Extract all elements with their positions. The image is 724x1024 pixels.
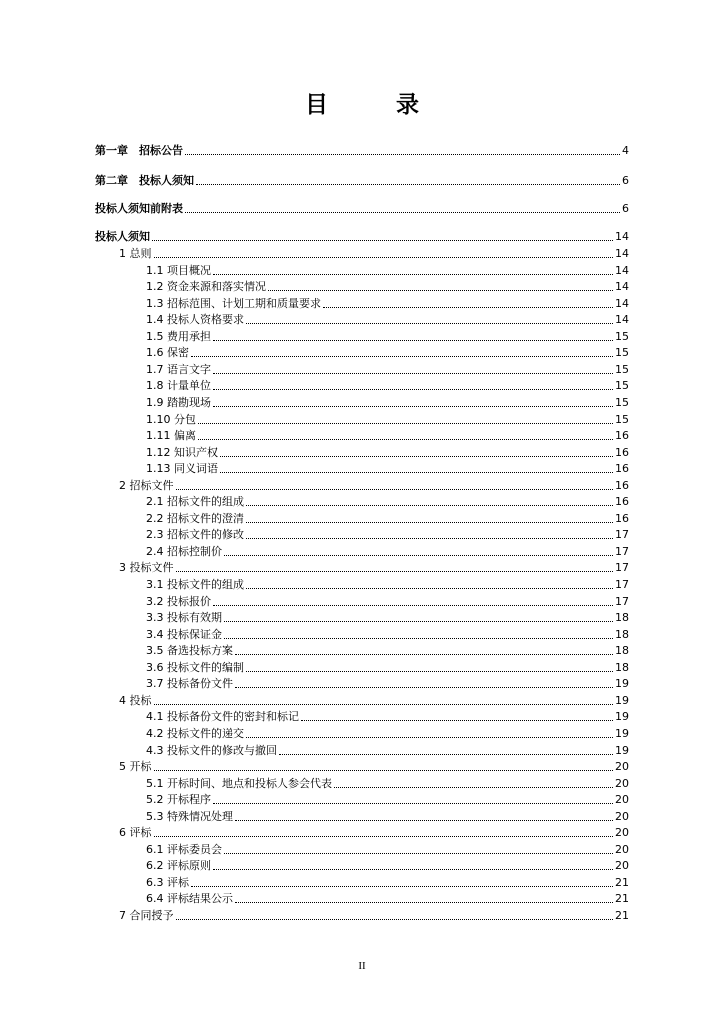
page-number: II [358, 960, 366, 972]
toc-entry-label: 5.1 开标时间、地点和投标人参会代表 [146, 776, 332, 790]
toc-entry-label: 6.3 评标 [146, 875, 189, 889]
toc-entry-label: 2.2 招标文件的澄清 [146, 511, 244, 525]
toc-entry-page: 15 [615, 395, 629, 409]
toc-subsection[interactable] [95, 276, 629, 293]
toc-subsection[interactable] [95, 425, 629, 442]
toc-entry-label: 4.1 投标备份文件的密封和标记 [146, 710, 299, 724]
toc-entry-page: 14 [615, 296, 629, 310]
toc-leader-dots [213, 273, 613, 275]
toc-leader-dots [323, 306, 613, 308]
toc-entry-page: 15 [615, 346, 629, 360]
toc-leader-dots [235, 819, 613, 821]
toc-subsection[interactable] [95, 789, 629, 806]
toc-entry-label: 7 合同授予 [119, 909, 174, 922]
toc-leader-dots [213, 802, 613, 804]
toc-entry-page: 20 [615, 842, 629, 856]
toc-entry-label: 4.2 投标文件的递交 [146, 726, 244, 740]
toc-subsection[interactable] [95, 723, 629, 740]
toc-subsection[interactable] [95, 806, 629, 823]
toc-leader-dots [185, 211, 620, 213]
toc-leader-dots [152, 239, 613, 241]
toc-entry-page: 16 [615, 445, 629, 459]
toc-leader-dots [154, 769, 614, 771]
toc-entry-page: 14 [615, 247, 629, 260]
toc-entry-label: 3.4 投标保证金 [146, 627, 222, 641]
toc-entry-label: 1.8 计量单位 [146, 379, 211, 393]
toc-entry-label: 1.3 招标范围、计划工期和质量要求 [146, 296, 321, 310]
toc-entry-page: 17 [615, 544, 629, 558]
toc-subsection[interactable] [95, 375, 629, 392]
toc-leader-dots [224, 620, 613, 622]
toc-entry-label: 投标人须知 [95, 230, 150, 243]
toc-entry-page: 20 [615, 760, 629, 774]
toc-entry-page: 21 [615, 892, 629, 906]
toc-subsection[interactable] [95, 260, 629, 277]
toc-entry-page: 19 [615, 743, 629, 757]
toc-entry-page: 14 [615, 230, 629, 243]
toc-leader-dots [301, 719, 613, 721]
toc-subsection[interactable] [95, 640, 629, 657]
toc-entry-label: 1.12 知识产权 [146, 445, 218, 459]
toc-entry-page: 4 [622, 144, 629, 157]
toc-leader-dots [198, 422, 613, 424]
toc-entry-page: 19 [615, 726, 629, 740]
toc-leader-dots [246, 587, 613, 589]
toc-leader-dots [246, 504, 613, 506]
toc-entry-page: 16 [615, 478, 629, 492]
toc-entry-label: 5 开标 [119, 760, 152, 774]
toc-leader-dots [224, 852, 613, 854]
toc-chapter[interactable] [95, 226, 629, 243]
toc-entry-page: 16 [615, 495, 629, 509]
toc-entry-label: 1 总则 [119, 247, 152, 260]
toc-subsection[interactable] [95, 392, 629, 409]
toc-entry-page: 20 [615, 809, 629, 823]
toc-leader-dots [235, 901, 613, 903]
toc-leader-dots [224, 637, 613, 639]
toc-subsection[interactable] [95, 673, 629, 690]
toc-entry-page: 6 [622, 174, 629, 187]
toc-subsection[interactable] [95, 855, 629, 872]
toc-entry-page: 14 [615, 263, 629, 277]
toc-entry-page: 15 [615, 329, 629, 343]
toc-section[interactable] [95, 756, 629, 773]
toc-leader-dots [246, 521, 613, 523]
toc-chapter[interactable] [95, 140, 629, 157]
toc-entry-label: 1.11 偏离 [146, 429, 196, 443]
toc-leader-dots [268, 289, 613, 291]
toc-entry-page: 18 [615, 644, 629, 658]
toc-leader-dots [213, 604, 613, 606]
toc-chapter[interactable] [95, 198, 629, 215]
toc-entry-label: 1.2 资金来源和落实情况 [146, 280, 266, 294]
toc-entry-label: 1.13 同义词语 [146, 462, 218, 476]
toc-subsection[interactable] [95, 409, 629, 426]
toc-leader-dots [196, 183, 620, 185]
toc-entry-page: 19 [615, 677, 629, 691]
toc-entry-page: 20 [615, 776, 629, 790]
toc-subsection[interactable] [95, 342, 629, 359]
toc-entry-page: 16 [615, 462, 629, 476]
toc-subsection[interactable] [95, 740, 629, 757]
toc-subsection[interactable] [95, 442, 629, 459]
toc-subsection[interactable] [95, 839, 629, 856]
toc-entry-label: 3.7 投标备份文件 [146, 677, 233, 691]
toc-subsection[interactable] [95, 607, 629, 624]
toc-entry-label: 2 招标文件 [119, 478, 174, 492]
toc-entry-label: 1.1 项目概况 [146, 263, 211, 277]
toc-entry-label: 2.3 招标文件的修改 [146, 528, 244, 542]
toc-entry-page: 15 [615, 362, 629, 376]
toc-leader-dots [246, 736, 613, 738]
toc-entry-label: 1.9 踏勘现场 [146, 395, 211, 409]
toc-entry-page: 19 [615, 710, 629, 724]
toc-entry-page: 18 [615, 627, 629, 641]
toc-leader-dots [246, 322, 613, 324]
toc-leader-dots [213, 339, 613, 341]
toc-entry-label: 3.3 投标有效期 [146, 611, 222, 625]
toc-entry-label: 2.1 招标文件的组成 [146, 495, 244, 509]
toc-entry-label: 6.2 评标原则 [146, 859, 211, 873]
toc-leader-dots [154, 703, 614, 705]
toc-leader-dots [246, 670, 613, 672]
toc-leader-dots [154, 835, 614, 837]
toc-entry-label: 第二章 投标人须知 [95, 174, 194, 187]
toc-entry-label: 2.4 招标控制价 [146, 544, 222, 558]
toc-entry-label: 6.1 评标委员会 [146, 842, 222, 856]
toc-subsection[interactable] [95, 309, 629, 326]
toc-leader-dots [220, 471, 613, 473]
toc-entry-label: 3 投标文件 [119, 561, 174, 575]
toc-subsection[interactable] [95, 491, 629, 508]
toc-entry-label: 3.2 投标报价 [146, 594, 211, 608]
toc-entry-page: 17 [615, 578, 629, 591]
toc-leader-dots [191, 885, 613, 887]
toc-entry-page: 14 [615, 280, 629, 294]
toc-entry-page: 17 [615, 528, 629, 542]
toc-leader-dots [154, 256, 614, 258]
toc-leader-dots [279, 753, 613, 755]
toc-entry-label: 3.5 备选投标方案 [146, 644, 233, 658]
toc-entry-label: 3.1 投标文件的组成 [146, 578, 244, 591]
toc-subsection[interactable] [95, 706, 629, 723]
toc-entry-label: 5.3 特殊情况处理 [146, 809, 233, 823]
toc-leader-dots [224, 554, 613, 556]
toc-leader-dots [213, 388, 613, 390]
toc-entry-label: 投标人须知前附表 [95, 202, 183, 215]
toc-subsection[interactable] [95, 624, 629, 641]
toc-subsection[interactable] [95, 524, 629, 541]
toc-section[interactable] [95, 905, 629, 922]
toc-leader-dots [235, 653, 613, 655]
toc-subsection[interactable] [95, 541, 629, 558]
toc-chapter[interactable] [95, 170, 629, 187]
toc-leader-dots [198, 438, 613, 440]
toc-leader-dots [191, 355, 613, 357]
toc-subsection[interactable] [95, 888, 629, 905]
toc-entry-label: 6 评标 [119, 826, 152, 840]
toc-entry-page: 17 [615, 594, 629, 608]
toc-leader-dots [176, 488, 614, 490]
toc-section[interactable] [95, 557, 629, 574]
toc-entry-page: 18 [615, 660, 629, 674]
toc-leader-dots [213, 868, 613, 870]
toc-entry-page: 20 [615, 859, 629, 873]
toc-entry-page: 21 [615, 909, 629, 922]
toc-entry-label: 1.4 投标人资格要求 [146, 313, 244, 327]
toc-section[interactable] [95, 822, 629, 839]
toc-entry-label: 1.5 费用承担 [146, 329, 211, 343]
toc-subsection[interactable] [95, 773, 629, 790]
toc-entry-label: 1.7 语言文字 [146, 362, 211, 376]
toc-entry-page: 17 [615, 561, 629, 575]
toc-entry-page: 15 [615, 412, 629, 426]
toc-entry-page: 6 [622, 202, 629, 215]
toc-leader-dots [213, 372, 613, 374]
toc-subsection[interactable] [95, 326, 629, 343]
toc-leader-dots [334, 786, 613, 788]
toc-entry-label: 3.6 投标文件的编制 [146, 660, 244, 674]
toc-entry-page: 18 [615, 611, 629, 625]
toc-section[interactable] [95, 690, 629, 707]
toc-subsection[interactable] [95, 591, 629, 608]
toc-leader-dots [220, 455, 613, 457]
toc-subsection[interactable] [95, 508, 629, 525]
toc-leader-dots [235, 686, 613, 688]
toc-subsection[interactable] [95, 657, 629, 674]
toc-entry-page: 20 [615, 826, 629, 840]
toc-entry-page: 21 [615, 875, 629, 889]
toc-subsection[interactable] [95, 293, 629, 310]
toc-subsection[interactable] [95, 359, 629, 376]
toc-entry-label: 1.6 保密 [146, 346, 189, 360]
toc-subsection[interactable] [95, 574, 629, 591]
toc-leader-dots [213, 405, 613, 407]
toc-section[interactable] [95, 475, 629, 492]
toc-entry-page: 15 [615, 379, 629, 393]
page-title: 目 录 [304, 92, 449, 118]
toc-section[interactable] [95, 243, 629, 260]
toc-entry-page: 19 [615, 693, 629, 707]
toc-entry-label: 4.3 投标文件的修改与撤回 [146, 743, 277, 757]
toc-entry-page: 16 [615, 511, 629, 525]
toc-subsection[interactable] [95, 872, 629, 889]
toc-leader-dots [176, 918, 614, 920]
toc-entry-label: 4 投标 [119, 693, 152, 707]
toc-entry-label: 1.10 分包 [146, 412, 196, 426]
toc-leader-dots [176, 570, 614, 572]
toc-leader-dots [185, 153, 620, 155]
toc-subsection[interactable] [95, 458, 629, 475]
toc-leader-dots [246, 537, 613, 539]
toc-entry-page: 20 [615, 793, 629, 807]
toc-entry-page: 16 [615, 429, 629, 443]
toc-entry-label: 5.2 开标程序 [146, 793, 211, 807]
toc-entry-page: 14 [615, 313, 629, 327]
toc-entry-label: 第一章 招标公告 [95, 144, 183, 157]
toc-entry-label: 6.4 评标结果公示 [146, 892, 233, 906]
